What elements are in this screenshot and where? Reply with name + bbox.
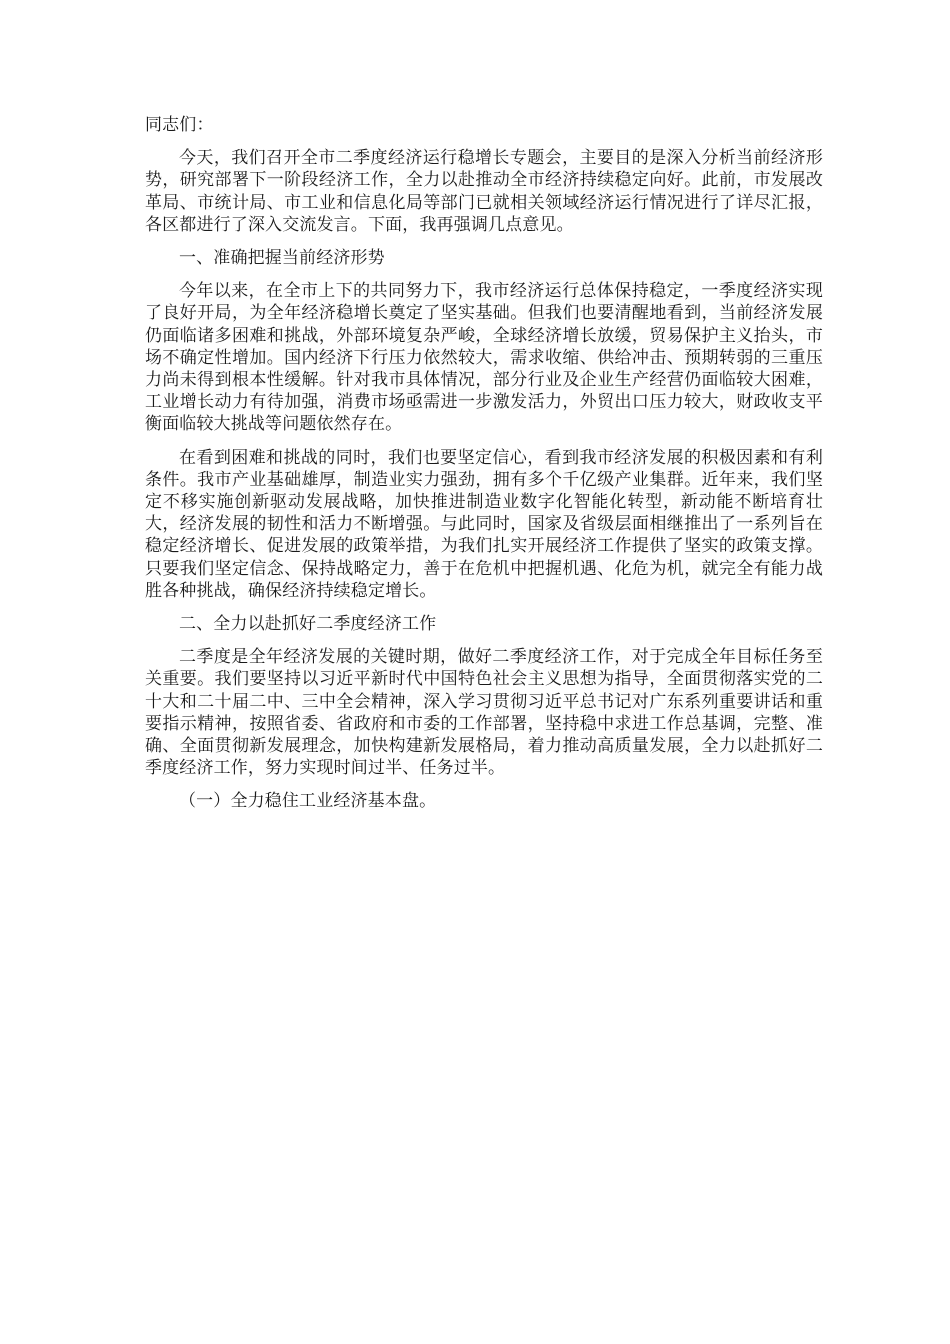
paragraph-confidence: 在看到困难和挑战的同时，我们也要坚定信心，看到我市经济发展的积极因素和有利条件。我市产业基础雄厚，制造业实力强劲，拥有多个千亿级产业集群。近年来，我们坚定不移实施创新驱动发展战略，加快推进制造业数字化智能化转型，新动能不断培育壮大，经济发展的韧性和活力不断增强。与此同时，国家及省级层面相继推出了一系列旨在稳定经济增长、促进发展的政策举措，为我们扎实开展经济工作提供了坚实的政策支撑。只要我们坚定信念、保持战略定力，善于在危机中把握机遇、化危为机，就完全有能力战胜各种挑战，确保经济持续稳定增长。 [145, 447, 823, 601]
section-heading-1: 一、准确把握当前经济形势 [179, 248, 385, 269]
paragraph-intro: 今天，我们召开全市二季度经济运行稳增长专题会，主要目的是深入分析当前经济形势，研究部署下一阶段经济工作，全力以赴推动全市经济持续稳定向好。此前，市发展改革局、市统计局、市工业和信息化局等部门已就相关领域经济运行情况进行了详尽汇报，各区都进行了深入交流发言。下面，我再强调几点意见。 [145, 148, 823, 235]
document-body [145, 114, 823, 824]
subsection-heading-1: （一）全力稳住工业经济基本盘。 [179, 791, 437, 812]
paragraph-q2-work: 二季度是全年经济发展的关键时期，做好二季度经济工作，对于完成全年目标任务至关重要。我们要坚持以习近平新时代中国特色社会主义思想为指导，全面贯彻落实党的二十大和二十届二中、三中全会精神，深入学习贯彻习近平总书记对广东系列重要讲话和重要指示精神，按照省委、省政府和市委的工作部署，坚持稳中求进工作总基调，完整、准确、全面贯彻新发展理念，加快构建新发展格局，着力推动高质量发展，全力以赴抓好二季度经济工作，努力实现时间过半、任务过半。 [145, 647, 823, 779]
salutation: 同志们： [145, 115, 214, 135]
paragraph-situation: 今年以来，在全市上下的共同努力下，我市经济运行总体保持稳定，一季度经济实现了良好开局，为全年经济稳增长奠定了坚实基础。但我们也要清醒地看到，当前经济发展仍面临诸多困难和挑战，外部环境复杂严峻，全球经济增长放缓，贸易保护主义抬头，市场不确定性增加。国内经济下行压力依然较大，需求收缩、供给冲击、预期转弱的三重压力尚未得到根本性缓解。针对我市具体情况，部分行业及企业生产经营仍面临较大困难，工业增长动力有待加强，消费市场亟需进一步激发活力，外贸出口压力较大，财政收支平衡面临较大挑战等问题依然存在。 [145, 281, 823, 435]
section-heading-2: 二、全力以赴抓好二季度经济工作 [179, 614, 437, 635]
